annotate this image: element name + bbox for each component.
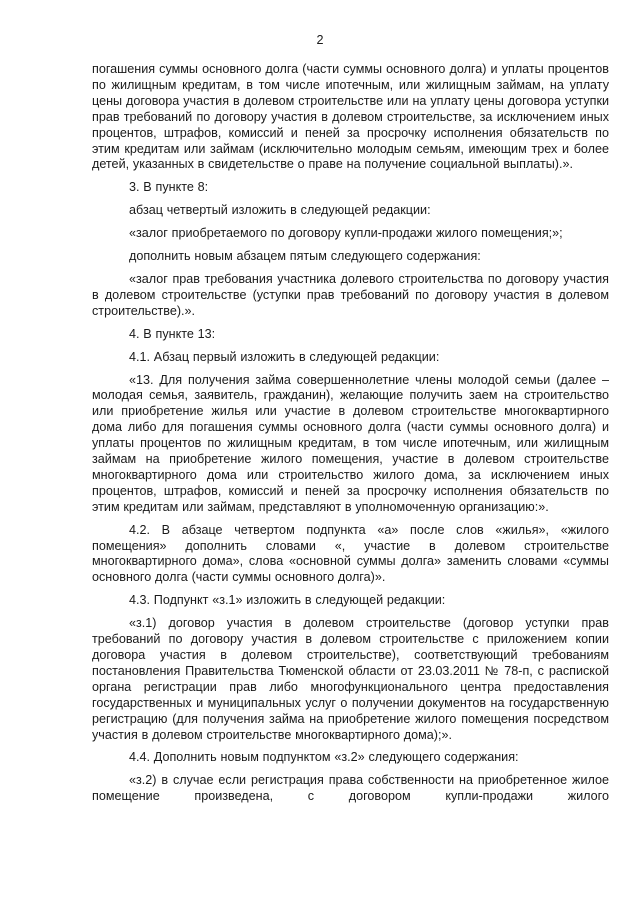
paragraph-item-3: 3. В пункте 8: — [129, 180, 209, 195]
paragraph-add-abzac-5: дополнить новым абзацем пятым следующего содержания: — [129, 249, 481, 264]
paragraph-item-4-1: 4.1. Абзац первый изложить в следующей редакции: — [129, 349, 440, 364]
paragraph-continuation: погашения суммы основного долга (части суммы основного долга) и уплаты процентов по жилищным кредитам, в том числе ипотечным, или жилищным займам, на уплату цены договора участия в долевом строительстве или на уплату цены договора уступки прав требований по договору участия в долевом строительстве, за исключением иных процентов, штрафов, комиссий и пеней за просрочку исполнения обязательств по этим кредитам или займам (исключительно молодым семьям, имеющим трех и более детей, указанных в свидетельстве о праве на получение социальной выплаты).». — [92, 62, 609, 172]
document-body — [92, 62, 609, 812]
paragraph-abzac-4: абзац четвертый изложить в следующей редакции: — [129, 203, 431, 218]
paragraph-item-4-4: 4.4. Дополнить новым подпунктом «з.2» следующего содержания: — [129, 750, 519, 765]
paragraph-item-4-2: 4.2. В абзаце четвертом подпункта «а» после слов «жилья», «жилого помещения» дополнить словами «, участие в долевом строительстве многоквартирного дома», слова «основной суммы долга» заменить словами «суммы основного долга (части суммы основного долга)». — [92, 522, 609, 585]
paragraph-quote-zalog-prav: «залог прав требования участника долевого строительства по договору участия в долевом строительстве (уступки прав требований по договору участия в долевом строительстве).». — [92, 271, 609, 318]
paragraph-quote-13: «13. Для получения займа совершеннолетние члены молодой семьи (далее – молодая семья, заявитель, гражданин), желающие получить заем на строительство или приобретение жилья или участие в долевом строительстве многоквартирного дома либо для погашения суммы основного долга (части суммы основного долга) и уплаты процентов по жилищным кредитам, в том числе ипотечным, или жилищным займам на приобретение жилого помещения, участие в долевом строительстве многоквартирного дома или строительство жилого дома, за исключением иных процентов, штрафов, комиссий и пеней за просрочку исполнения обязательств по этим кредитам или займам, представляют в уполномоченную организацию:». — [92, 372, 609, 514]
page-number: 2 — [316, 33, 324, 47]
paragraph-quote-z2: «з.2) в случае если регистрация права собственности на приобретенное жилое помещение произведена, с договором купли-продажи жилого — [92, 773, 609, 804]
paragraph-item-4: 4. В пункте 13: — [129, 326, 216, 341]
paragraph-quote-z1: «з.1) договор участия в долевом строительстве (договор уступки прав требований по договору участия в долевом строительстве с приложением копии договора участия в долевом строительстве), соответствующий требованиям постановления Правительства Тюменской области от 23.03.2011 № 78-п, с распиской органа регистрации прав либо многофункционального центра предоставления государственных и муниципальных услуг о получении документов на государственную регистрацию (для получения займа на приобретение жилого помещения посредством участия в долевом строительстве многоквартирного дома);». — [92, 616, 609, 742]
paragraph-item-4-3: 4.3. Подпункт «з.1» изложить в следующей редакции: — [129, 593, 446, 608]
paragraph-quote-zalog: «залог приобретаемого по договору купли-продажи жилого помещения;»; — [129, 226, 563, 241]
